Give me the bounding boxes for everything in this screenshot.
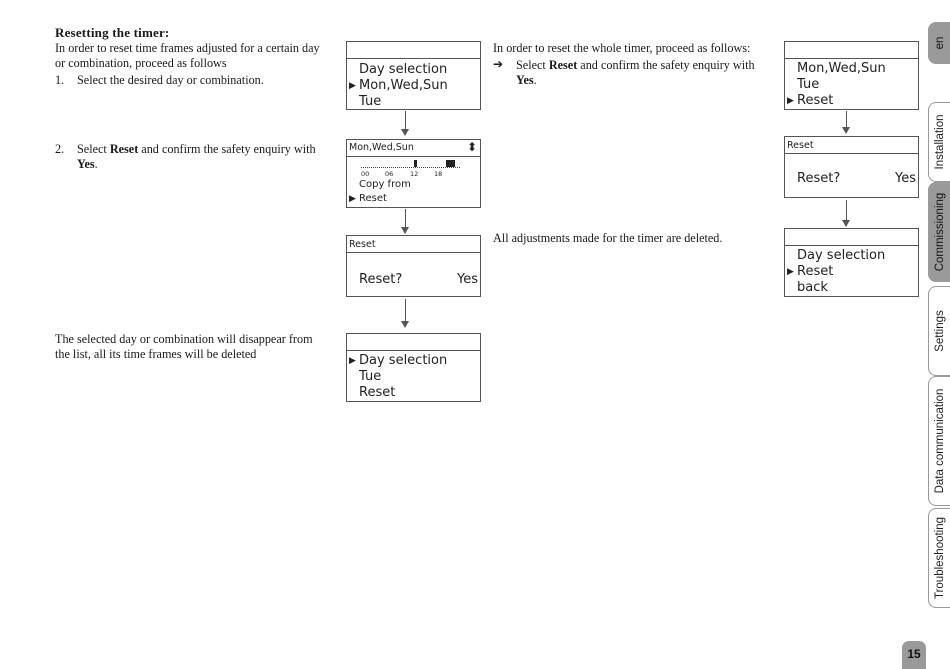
confirm-question: Reset? (797, 171, 841, 186)
screen-title: Reset (349, 239, 376, 250)
tab-label: Data communication (933, 388, 946, 494)
confirm-question: Reset? (359, 272, 403, 287)
tab-settings[interactable] (928, 286, 950, 376)
screen-header-divider (785, 153, 918, 154)
flow-arrow-icon (846, 200, 847, 226)
menu-item[interactable]: Copy from (359, 179, 411, 190)
step-1 (55, 73, 340, 89)
intro-line-1: In order to reset time frames adjusted for a certain day (55, 41, 320, 55)
display-screen-after-reset (784, 228, 919, 297)
display-screen-day-timer (346, 139, 481, 208)
menu-item[interactable]: Day selection (797, 248, 886, 263)
tab-installation[interactable] (928, 102, 950, 182)
outro-line-2: the list, all its time frames will be deleted (55, 347, 257, 361)
flow-arrow-icon (405, 209, 406, 233)
screen-header-divider (785, 58, 918, 59)
flow-arrow-icon (846, 111, 847, 133)
selector-arrow-icon: ▶ (787, 267, 794, 277)
right-deleted-note: All adjustments made for the timer are deleted. (493, 231, 723, 245)
timeline-scale (361, 167, 460, 168)
outro-line-1: The selected day or combination will disappear from (55, 332, 313, 346)
time-frame-block (446, 160, 455, 167)
tab-label: en (933, 36, 946, 50)
display-screen-after-reset (346, 333, 481, 402)
tab-label: Troubleshooting (933, 516, 946, 600)
tab-label: Installation (933, 114, 946, 170)
section-heading: Resetting the timer: (55, 25, 170, 40)
time-frame-block (414, 160, 417, 167)
menu-item[interactable]: back (797, 280, 828, 295)
tick-label: 12 (410, 170, 419, 178)
tick-label: 00 (361, 170, 370, 178)
menu-item[interactable]: Reset (359, 385, 396, 400)
tab-label: Settings (933, 310, 946, 352)
selector-arrow-icon: ▶ (349, 81, 356, 91)
menu-item-selected[interactable]: Reset (797, 264, 834, 279)
tab-commissioning[interactable] (928, 182, 950, 282)
step-1-text: Select the desired day or combination. (77, 73, 264, 87)
screen-header-divider (347, 350, 480, 351)
step-2-text: Select Reset and confirm the safety enquiry with Yes. (77, 142, 316, 171)
right-intro: In order to reset the whole timer, proceed as follows: (493, 41, 751, 55)
step-2 (55, 142, 340, 174)
screen-header-divider (347, 156, 480, 157)
step-1-number: 1. (55, 73, 65, 87)
menu-item[interactable]: Day selection (359, 62, 448, 77)
screen-title: Mon,Wed,Sun (349, 142, 414, 153)
menu-item-selected[interactable]: Reset (359, 193, 387, 204)
tab-troubleshooting[interactable] (928, 508, 950, 608)
selector-arrow-icon: ▶ (787, 96, 794, 106)
screen-header-divider (785, 245, 918, 246)
menu-item[interactable]: Tue (359, 94, 382, 109)
up-down-icon[interactable]: ⬍ (466, 140, 477, 154)
menu-item[interactable]: Tue (797, 77, 820, 92)
tick-label: 06 (385, 170, 394, 178)
intro-paragraph (55, 41, 340, 71)
menu-item-selected[interactable]: Reset (797, 93, 834, 108)
flow-arrow-icon (405, 111, 406, 135)
tab-data-communication[interactable] (928, 376, 950, 506)
bullet-arrow-icon: ➔ (493, 57, 504, 71)
intro-line-2: or combination, proceed as follows (55, 56, 227, 70)
page-number: 15 (902, 641, 926, 669)
screen-header-divider (347, 252, 480, 253)
confirm-yes-option[interactable]: Yes (895, 171, 916, 186)
confirm-yes-option[interactable]: Yes (457, 272, 478, 287)
menu-item[interactable]: Mon,Wed,Sun (797, 61, 886, 76)
tick-label: 18 (434, 170, 443, 178)
outro-paragraph (55, 332, 340, 362)
step-2-number: 2. (55, 142, 65, 156)
flow-arrow-icon (405, 299, 406, 327)
right-bullet-text: Select Reset and confirm the safety enquiry with Yes. (516, 58, 755, 87)
selector-arrow-icon: ▶ (349, 194, 356, 204)
menu-item-selected[interactable]: Day selection (359, 353, 448, 368)
tab-en[interactable] (928, 22, 950, 64)
display-screen-timer-menu (784, 41, 919, 110)
screen-title: Reset (787, 140, 814, 151)
display-screen-day-selection (346, 41, 481, 110)
tab-label: Commissioning (933, 192, 946, 272)
display-screen-reset-confirm (346, 235, 481, 297)
selector-arrow-icon: ▶ (349, 356, 356, 366)
screen-header-divider (347, 58, 480, 59)
display-screen-reset-confirm (784, 136, 919, 198)
menu-item-selected[interactable]: Mon,Wed,Sun (359, 78, 448, 93)
menu-item[interactable]: Tue (359, 369, 382, 384)
